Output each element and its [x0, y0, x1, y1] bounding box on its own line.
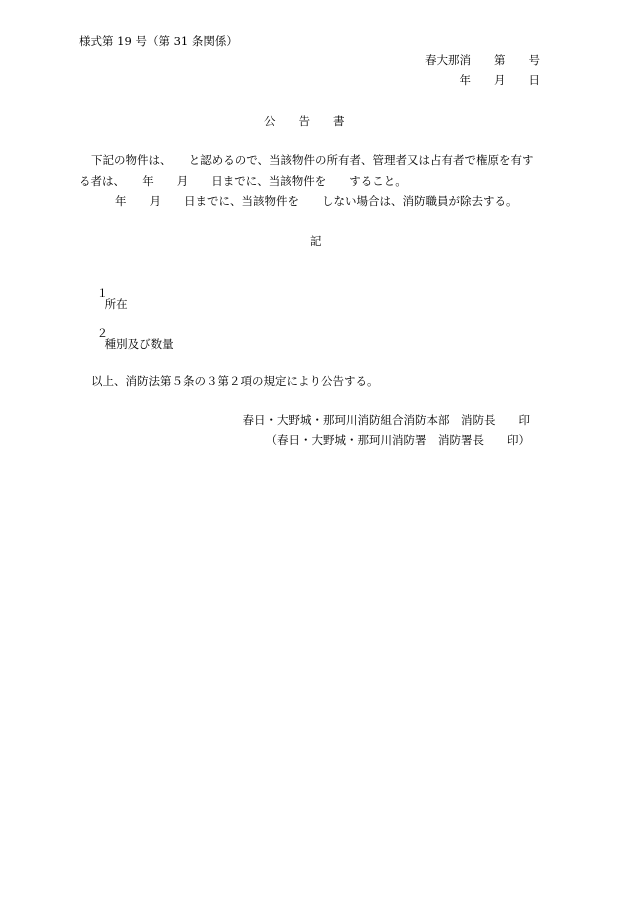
signature-line-2: （春日・大野城・那珂川消防署 消防署長 印）	[265, 433, 530, 447]
item-label: 種別及び数量	[104, 337, 174, 351]
item-label: 所在	[104, 297, 128, 311]
ki-heading: 記	[310, 234, 322, 248]
document-number: 春大那消 第 号	[425, 53, 540, 67]
body-line-3: 年 月 日までに、当該物件を しない場合は、消防職員が除去する。	[115, 194, 518, 208]
form-number: 様式第 19 号（第 31 条関係）	[79, 34, 238, 48]
item-number: ２	[96, 325, 109, 340]
document-date: 年 月 日	[459, 73, 540, 87]
item-number: １	[96, 285, 109, 300]
closing-statement: 以上、消防法第５条の３第２項の規定により公告する。	[91, 374, 379, 388]
signature-line-1: 春日・大野城・那珂川消防組合消防本部 消防長 印	[242, 413, 530, 427]
list-item	[82, 316, 174, 362]
document-title: 公 告 書	[264, 114, 345, 128]
body-line-1: 下記の物件は、 と認めるので、当該物件の所有者、管理者又は占有者で権原を有す	[91, 153, 534, 167]
body-line-2: る者は、 年 月 日までに、当該物件を すること。	[79, 174, 407, 188]
